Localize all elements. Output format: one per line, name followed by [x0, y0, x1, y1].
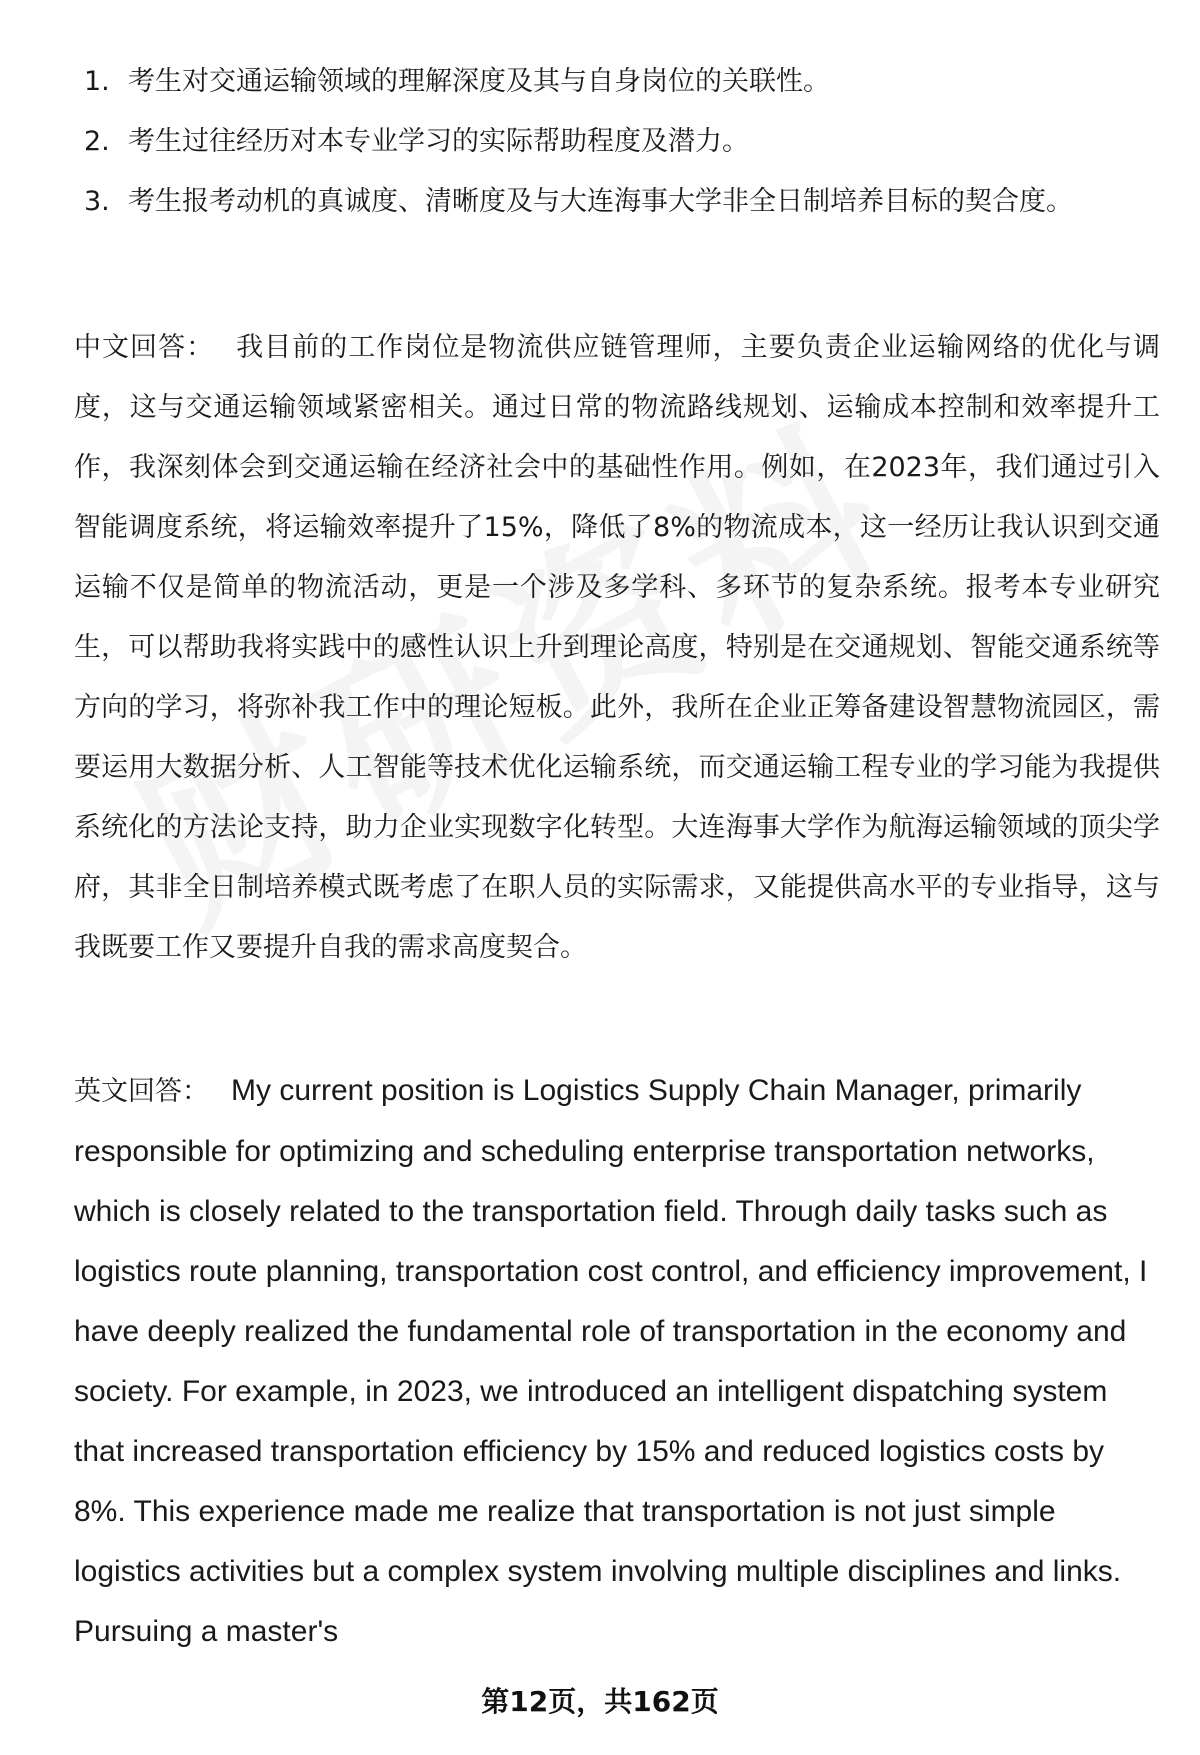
- english-answer-label: 英文回答：: [74, 1076, 209, 1107]
- list-item-text: 考生对交通运输领域的理解深度及其与自身岗位的关联性。: [128, 66, 830, 97]
- list-item-number: 1.: [84, 66, 110, 97]
- chinese-answer-label: 中文回答：: [74, 332, 215, 363]
- chinese-answer: [74, 318, 1160, 978]
- list-item-number: 2.: [84, 126, 110, 157]
- list-item: [74, 112, 1154, 172]
- list-item-text: 考生过往经历对本专业学习的实际帮助程度及潜力。: [128, 126, 749, 157]
- chinese-answer-text: 我目前的工作岗位是物流供应链管理师，主要负责企业运输网络的优化与调度，这与交通运输领域紧密相关。通过日常的物流路线规划、运输成本控制和效率提升工作，我深刻体会到交通运输在经济社会中的基础性作用。例如，在2023年，我们通过引入智能调度系统，将运输效率提升了15%，降低了8%的物流成本，这一经历让我认识到交通运输不仅是简单的物流活动，更是一个涉及多学科、多环节的复杂系统。报考本专业研究生，可以帮助我将实践中的感性认识上升到理论高度，特别是在交通规划、智能交通系统等方向的学习，将弥补我工作中的理论短板。此外，我所在企业正筹备建设智慧物流园区，需要运用大数据分析、人工智能等技术优化运输系统，而交通运输工程专业的学习能为我提供系统化的方法论支持，助力企业实现数字化转型。大连海事大学作为航海运输领域的顶尖学府，其非全日制培养模式既考虑了在职人员的实际需求，又能提供高水平的专业指导，这与我既要工作又要提升自我的需求高度契合。: [74, 332, 1161, 963]
- list-item-text: 考生报考动机的真诚度、清晰度及与大连海事大学非全日制培养目标的契合度。: [128, 186, 1073, 217]
- list-item: [74, 172, 1154, 232]
- criteria-list: [74, 52, 1154, 232]
- list-item-number: 3.: [84, 186, 110, 217]
- page-number: 第12页，共162页: [481, 1685, 719, 1718]
- english-answer: [74, 1061, 1160, 1662]
- english-answer-text: My current position is Logistics Supply Chain Manager, primarily responsible for optimizing and scheduling enterprise transportation networks, which is closely related to the transportation field. Through daily tasks such as logistics route planning, transportation cost control, and efficiency improvement, I have deeply realized the fundamental role of transportation in the economy and society. For example, in 2023, we introduced an intelligent dispatching system that increased transportation efficiency by 15% and reduced logistics costs by 8%. This experience made me realize that transportation is not just simple logistics activities but a complex system involving multiple disciplines and links. Pursuing a master's: [74, 1074, 1148, 1648]
- list-item: [74, 52, 1154, 112]
